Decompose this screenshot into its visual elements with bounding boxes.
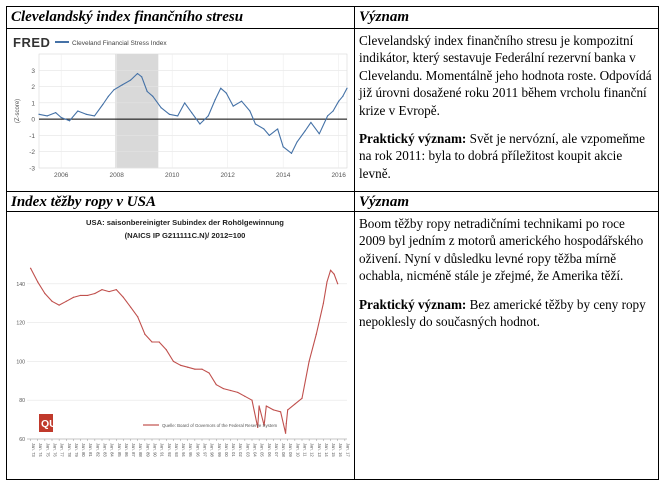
oil-chart-title: USA: saisonbereinigter Subindex der Rohölgewinnung — [86, 218, 284, 227]
fred-xtick-label: 2016 — [331, 172, 346, 179]
oil-xtick-label: Jan. 09 — [288, 443, 294, 457]
oil-data-point — [180, 365, 181, 366]
oil-xtick-label: Jan. 89 — [145, 443, 151, 457]
oil-data-point — [123, 297, 124, 298]
fred-data-point — [327, 115, 328, 116]
oil-data-point — [244, 396, 245, 397]
oil-xtick-label: Jan. 90 — [152, 443, 158, 457]
oil-data-point — [51, 301, 52, 302]
oil-data-point — [73, 297, 74, 298]
oil-data-point — [194, 369, 195, 370]
oil-xtick-label: Jan. 85 — [116, 443, 122, 457]
fred-ytick-label: 3 — [31, 67, 35, 75]
oil-xtick-label: Jan. 78 — [66, 443, 72, 457]
fred-plot-area — [39, 54, 347, 168]
fred-xtick-label: 2006 — [53, 172, 69, 179]
fred-ytick-label: -3 — [29, 165, 35, 173]
oil-data-point — [294, 403, 295, 404]
fred-data-point — [305, 130, 306, 131]
row2-description — [355, 212, 658, 478]
fred-ytick-label: 0 — [31, 116, 35, 124]
oil-xtick-label: Jan. 83 — [102, 443, 108, 457]
fred-recession-shade — [115, 54, 158, 168]
oil-data-point — [209, 372, 210, 373]
oil-data-point — [187, 367, 188, 368]
fred-ytick-label: -2 — [29, 149, 35, 157]
fred-ytick-label: 1 — [31, 100, 35, 108]
oil-xtick-label: Jan. 14 — [323, 443, 329, 457]
fred-logo: FRED — [13, 35, 51, 50]
oil-xtick-label: Jan. 74 — [38, 443, 44, 457]
oil-chart-subtitle: (NAICS IP G211111C.N)/ 2012=100 — [124, 231, 246, 240]
fred-xtick-label: 2010 — [164, 172, 180, 179]
fred-data-point — [141, 76, 142, 77]
oil-data-point — [109, 291, 110, 292]
comparison-table — [6, 6, 659, 480]
fred-data-point — [233, 106, 234, 107]
oil-data-point — [66, 301, 67, 302]
oil-data-point — [101, 289, 102, 290]
oil-data-point — [80, 295, 81, 296]
oil-xtick-label: Jan. 12 — [309, 443, 315, 457]
oil-xtick-label: Jan. 76 — [52, 443, 58, 457]
oil-background — [9, 213, 352, 477]
oil-data-point — [301, 398, 302, 399]
oil-xtick-label: Jan. 98 — [209, 443, 215, 457]
row1-right-header: Význam — [359, 9, 410, 25]
fred-data-point — [160, 107, 161, 108]
oil-data-point — [37, 281, 38, 282]
oil-chart — [9, 213, 352, 477]
row2-practical-text: Bez americké těžby by ceny ropy nepoklesly do současných hodnot. — [359, 296, 646, 330]
row1-body-text: Clevelandský index finančního stresu je kompozitní indikátor, který sestavuje Federální rezervní banka v Clevelandu. Momentálně jeho hodnota roste. Odpovídá již úrovni dosažené roku 2011 během vrcholu finanční krize v Evropě. — [359, 33, 652, 118]
oil-xtick-label: Jan. 10 — [295, 443, 301, 457]
fred-data-point — [191, 112, 192, 113]
fred-data-point — [122, 84, 123, 85]
fred-xtick-label: 2008 — [109, 172, 124, 179]
fred-data-point — [269, 135, 270, 136]
oil-data-point — [330, 270, 331, 271]
fred-data-point — [47, 115, 48, 116]
fred-data-point — [152, 96, 153, 97]
row1-description — [355, 29, 658, 191]
oil-xtick-label: Jan. 87 — [131, 443, 137, 457]
fred-ytick-label: -1 — [29, 132, 35, 140]
fred-data-point — [177, 115, 178, 116]
oil-xtick-label: Jan. 80 — [81, 443, 87, 457]
oil-xtick-label: Jan. 08 — [281, 443, 287, 457]
oil-data-point — [280, 411, 281, 412]
fred-data-point — [241, 101, 242, 102]
oil-xtick-label: Jan. 88 — [138, 443, 144, 457]
fred-data-point — [346, 88, 347, 89]
fred-chart-cell — [9, 30, 352, 189]
oil-data-point — [230, 390, 231, 391]
oil-ytick-label: 100 — [16, 359, 25, 366]
fred-data-point — [215, 99, 216, 100]
oil-xtick-label: Jan. 07 — [273, 443, 279, 457]
fred-data-point — [296, 141, 297, 142]
oil-data-point — [266, 405, 267, 406]
row2-practical — [359, 296, 654, 331]
fred-data-point — [137, 73, 138, 74]
oil-data-point — [144, 334, 145, 335]
oil-data-point — [201, 369, 202, 370]
oil-xtick-label: Jan. 99 — [216, 443, 222, 457]
fred-data-point — [199, 123, 200, 124]
fred-data-point — [333, 110, 334, 111]
oil-xtick-label: Jan. 79 — [73, 443, 79, 457]
fred-data-point — [61, 117, 62, 118]
fred-data-point — [69, 120, 70, 121]
fred-data-point — [86, 114, 87, 115]
oil-data-point — [309, 361, 310, 362]
fred-xtick-label: 2014 — [275, 172, 291, 179]
fred-data-point — [263, 128, 264, 129]
fred-data-point — [319, 133, 320, 134]
oil-data-point — [166, 349, 167, 350]
fred-ytick-label: 2 — [31, 84, 35, 92]
fred-data-point — [277, 128, 278, 129]
fred-data-point — [249, 110, 250, 111]
oil-xtick-label: Jan. 77 — [59, 443, 65, 457]
fred-data-point — [338, 101, 339, 102]
row2-right-header: Význam — [359, 194, 410, 210]
row1-left-header: Clevelandský index finančního stresu — [11, 9, 244, 25]
row1-practical-label: Praktický význam: — [359, 131, 467, 147]
oil-data-point — [159, 341, 160, 342]
oil-data-point — [59, 305, 60, 306]
fred-data-point — [220, 88, 221, 89]
oil-data-point — [137, 316, 138, 317]
fred-data-point — [77, 110, 78, 111]
fred-data-point — [113, 89, 114, 90]
fred-legend-label: Cleveland Financial Stress Index — [72, 40, 167, 47]
fred-data-point — [208, 115, 209, 116]
oil-data-point — [94, 293, 95, 294]
oil-xtick-label: Jan. 15 — [331, 443, 337, 457]
oil-data-point — [30, 268, 31, 269]
fred-ylabel: (Z-score) — [15, 98, 21, 124]
oil-xtick-label: Jan. 04 — [252, 443, 258, 457]
fred-data-point — [38, 114, 39, 115]
row2-left-header: Index těžby ropy v USA — [11, 194, 156, 210]
fred-data-point — [102, 104, 103, 105]
oil-xtick-label: Jan. 93 — [173, 443, 179, 457]
oil-data-point — [286, 423, 287, 424]
oil-xtick-label: Jan. 86 — [123, 443, 129, 457]
oil-xtick-label: Jan. 02 — [238, 443, 244, 457]
oil-data-point — [87, 295, 88, 296]
oil-xtick-label: Jan. 92 — [166, 443, 172, 457]
oil-ytick-label: 60 — [19, 437, 25, 443]
oil-xtick-label: Jan. 05 — [259, 443, 265, 457]
fred-data-point — [108, 96, 109, 97]
oil-xtick-label: Jan. 96 — [195, 443, 201, 457]
oil-xtick-label: Jan. 01 — [231, 443, 237, 457]
oil-data-point — [237, 392, 238, 393]
oil-data-point — [273, 409, 274, 410]
oil-data-point — [151, 341, 152, 342]
oil-xtick-label: Jan. 17 — [345, 443, 351, 457]
row1-practical — [359, 130, 654, 182]
fred-data-point — [147, 91, 148, 92]
oil-source-note: Quelle: Board of Governors of the Federal Reserve System — [162, 423, 278, 428]
fred-data-point — [226, 92, 227, 93]
oil-data-point — [216, 384, 217, 385]
oil-xtick-label: Jan. 03 — [245, 443, 251, 457]
oil-data-point — [223, 388, 224, 389]
oil-xtick-label: Jan. 84 — [109, 443, 115, 457]
oil-data-point — [326, 281, 327, 282]
oil-data-point — [334, 274, 335, 275]
oil-xtick-label: Jan. 73 — [31, 443, 37, 457]
oil-xtick-label: Jan. 06 — [266, 443, 272, 457]
oil-xtick-label: Jan. 82 — [95, 443, 101, 457]
fred-data-point — [169, 114, 170, 115]
oil-data-point — [259, 405, 260, 406]
oil-xtick-label: Jan. 91 — [159, 443, 165, 457]
fred-data-point — [55, 112, 56, 113]
fred-data-point — [283, 146, 284, 147]
fred-data-point — [130, 79, 131, 80]
oil-data-point — [285, 433, 286, 434]
oil-ytick-label: 120 — [16, 320, 25, 327]
oil-xtick-label: Jan. 97 — [202, 443, 208, 457]
oil-data-point — [316, 334, 317, 335]
row2-practical-label: Praktický význam: — [359, 296, 467, 312]
oil-brand-logo: QUERSCHUESSE.DE — [41, 418, 147, 430]
fred-data-point — [310, 122, 311, 123]
oil-xtick-label: Jan. 11 — [302, 443, 308, 457]
oil-ytick-label: 140 — [16, 281, 25, 288]
row1-practical-text: Svět je nervózní, ale vzpomeňme na rok 2011: byla to dobrá příležitost koupit akcie levně. — [359, 131, 646, 181]
oil-data-point — [323, 303, 324, 304]
fred-data-point — [342, 96, 343, 97]
oil-chart-cell — [9, 213, 352, 477]
oil-data-point — [130, 306, 131, 307]
oil-xtick-label: Jan. 13 — [316, 443, 322, 457]
oil-ytick-label: 80 — [19, 398, 25, 405]
oil-data-point — [287, 409, 288, 410]
oil-xtick-label: Jan. 75 — [45, 443, 51, 457]
fred-xtick-label: 2012 — [220, 172, 235, 179]
oil-xtick-label: Jan. 95 — [188, 443, 194, 457]
oil-data-point — [251, 400, 252, 401]
oil-data-point — [337, 283, 338, 284]
oil-data-point — [44, 293, 45, 294]
oil-xtick-label: Jan. 16 — [338, 443, 344, 457]
oil-xtick-label: Jan. 00 — [223, 443, 229, 457]
fred-data-point — [291, 153, 292, 154]
fred-data-point — [94, 115, 95, 116]
fred-data-point — [255, 123, 256, 124]
fred-chart — [9, 30, 352, 189]
oil-data-point — [173, 361, 174, 362]
fred-data-point — [184, 102, 185, 103]
oil-xtick-label: Jan. 94 — [181, 443, 187, 457]
row2-body-text: Boom těžby ropy netradičními technikami po roce 2009 byl jedním z motorů amerického hospodářského oživení. Nyní v důsledku levné ropy těžba mírně ochabla, nicméně stále je zřejmé, že Amerika těží. — [359, 216, 644, 284]
oil-data-point — [116, 289, 117, 290]
oil-xtick-label: Jan. 81 — [88, 443, 94, 457]
